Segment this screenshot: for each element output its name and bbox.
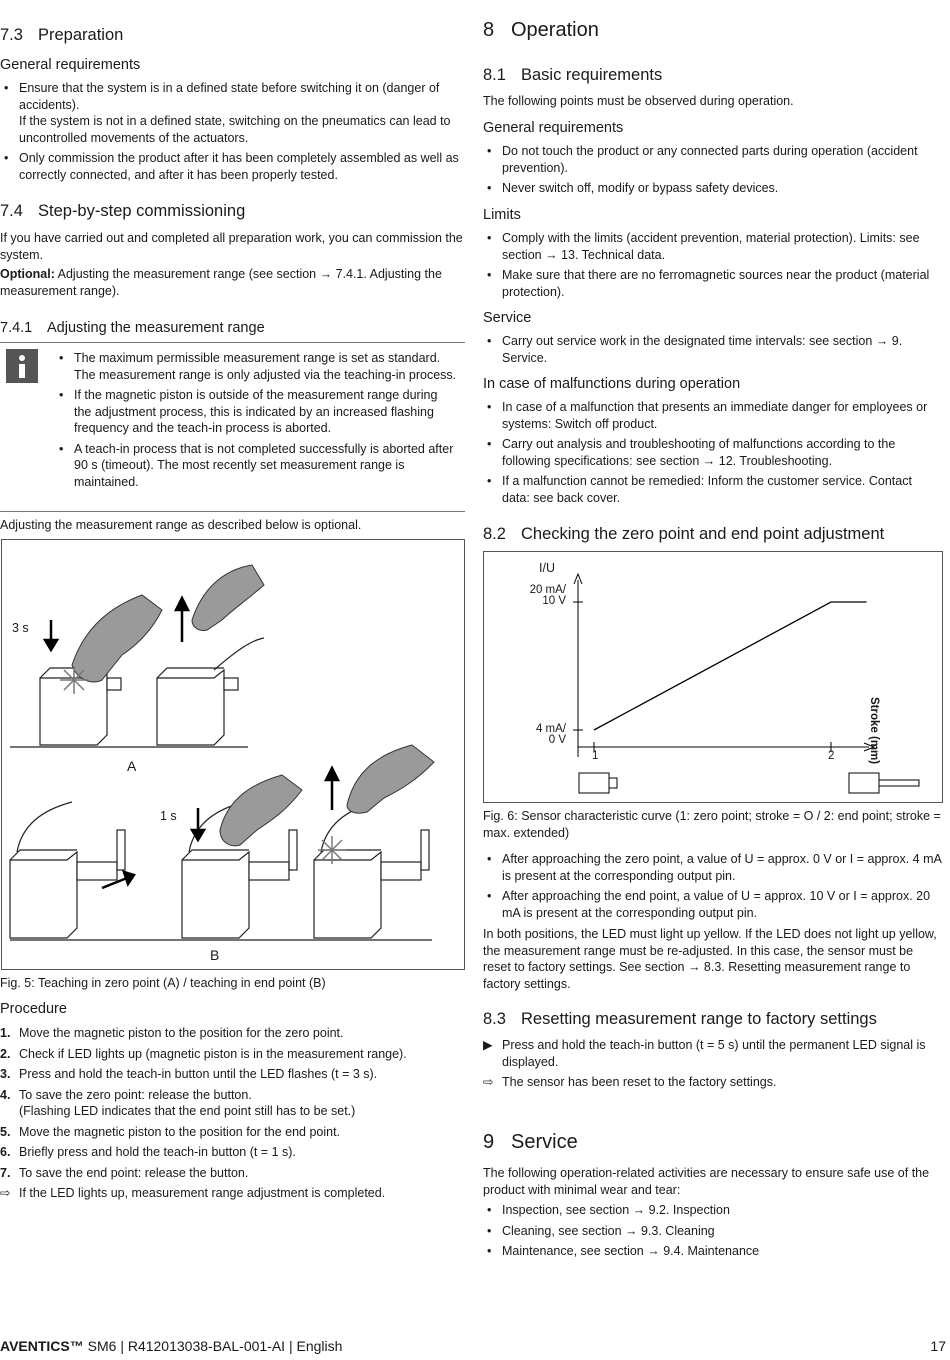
- commissioning-text: If you have carried out and completed all preparation work, you can commission the system.: [0, 231, 463, 262]
- chart-y-label: I/U: [539, 561, 555, 575]
- figure-6-chart: [483, 551, 943, 803]
- general-requirements-heading: General requirements: [483, 120, 624, 136]
- result-arrow-icon: ⇨: [0, 1186, 11, 1200]
- list-item: • A teach-in process that is not completed successfully is aborted after 90 s (timeout). The most recently set measurement range is maintained.: [55, 441, 457, 491]
- divider: [0, 342, 465, 343]
- optional-paragraph: Optional: Adjusting the measurement range (see section → 7.4.1. Adjusting the measurement range).: [0, 267, 442, 298]
- list-item: • After approaching the zero point, a value of U = approx. 0 V or I = approx. 4 mA is present at the corresponding output pin.: [483, 851, 943, 884]
- list-item: • If a malfunction cannot be remedied: Inform the customer service. Contact data: see back cover.: [483, 473, 943, 506]
- list-item: • Maintenance, see section → 9.4. Maintenance: [483, 1243, 943, 1260]
- result-arrow-icon: ⇨: [483, 1075, 494, 1089]
- section-9-heading: 9 Service: [483, 1131, 578, 1153]
- list-item: • After approaching the end point, a value of U = approx. 10 V or I = approx. 20 mA is present at the corresponding output pin.: [483, 888, 943, 921]
- action-triangle-icon: ▶: [483, 1038, 493, 1052]
- list-item: • In case of a malfunction that presents an immediate danger for employees or systems: Switch off product.: [483, 399, 943, 432]
- info-notes: [55, 350, 457, 494]
- list-item: • Cleaning, see section → 9.3. Cleaning: [483, 1223, 943, 1240]
- reset-action: ▶ Press and hold the teach-in button (t = 5 s) until the permanent LED signal is displayed.: [483, 1038, 926, 1069]
- section-8-3-heading: 8.3 Resetting measurement range to factory settings: [483, 1010, 877, 1028]
- list-item: • Ensure that the system is in a defined state before switching it on (danger of accidents). If the system is not in a defined state, switching on the pneumatics can lead to uncontrolled movements of the actuators.: [0, 80, 465, 146]
- preparation-bullets: [0, 80, 465, 187]
- document-id: SM6 | R412013038-BAL-001-AI | English: [83, 1338, 343, 1354]
- section-8-heading: 8 Operation: [483, 19, 599, 41]
- adjustment-bullets: [483, 851, 943, 925]
- sensor-symbols: [579, 773, 919, 793]
- characteristic-line: [594, 602, 867, 730]
- chart-y-tick-top: 20 mA/ 10 V: [529, 584, 566, 607]
- list-item: • Make sure that there are no ferromagnetic sources near the product (material protection).: [483, 267, 943, 300]
- list-item: • Comply with the limits (accident prevention, material protection). Limits: see section → 13. Technical data.: [483, 230, 943, 263]
- label-a: A: [127, 758, 137, 774]
- figure-6-caption: Fig. 6: Sensor characteristic curve (1: zero point; stroke = O / 2: end point; stroke = max. extended): [483, 809, 941, 840]
- led-check-text: In both positions, the LED must light up yellow. If the LED does not light up yellow, the measurement range must be re-adjusted. In this case, the sensor must be reset to factory settings. See section → 8.3. Resetting measurement range to factory settings.: [483, 927, 937, 991]
- limits-heading: Limits: [483, 207, 521, 223]
- service-intro: The following operation-related activities are necessary to ensure safe use of the product with minimal wear and tear:: [483, 1166, 930, 1197]
- teach-in-illustration: [2, 540, 464, 969]
- procedure-step: 2. Check if LED lights up (magnetic piston is in the measurement range).: [0, 1046, 407, 1061]
- optional-note: Adjusting the measurement range as described below is optional.: [0, 518, 362, 532]
- list-item: • Carry out analysis and troubleshooting of malfunctions according to the following specifications: see section → 12. Troubleshooting.: [483, 436, 943, 469]
- list-item: • Do not touch the product or any connected parts during operation (accident prevention).: [483, 143, 943, 176]
- chart-x-tick-1: 1: [592, 750, 599, 762]
- basic-requirements-text: The following points must be observed during operation.: [483, 94, 794, 108]
- list-item: • Carry out service work in the designated time intervals: see section → 9. Service.: [483, 333, 943, 366]
- chart-x-tick-2: 2: [828, 750, 835, 762]
- info-icon: [6, 349, 38, 383]
- label-1s: 1 s: [160, 809, 177, 823]
- procedure-step: 5. Move the magnetic piston to the position for the end point.: [0, 1124, 341, 1139]
- malfunction-bullets: [483, 399, 943, 510]
- section-7-3-heading: 7.3 Preparation: [0, 26, 124, 44]
- section-7-4-1-heading: 7.4.1 Adjusting the measurement range: [0, 320, 265, 336]
- info-icon-glyph: [6, 349, 38, 383]
- general-requirements-heading: General requirements: [0, 57, 141, 73]
- label-b: B: [210, 947, 220, 963]
- procedure-steps: [0, 1025, 465, 1202]
- service-heading: Service: [483, 310, 532, 326]
- divider: [0, 511, 465, 512]
- list-item: • Inspection, see section → 9.2. Inspection: [483, 1202, 943, 1219]
- label-3s: 3 s: [12, 621, 29, 635]
- figure-5-caption: Fig. 5: Teaching in zero point (A) / teaching in end point (B): [0, 976, 326, 990]
- list-item: • Never switch off, modify or bypass safety devices.: [483, 180, 943, 197]
- procedure-result: ⇨ If the LED lights up, measurement range adjustment is completed.: [0, 1186, 386, 1200]
- brand-name: AVENTICS™: [0, 1338, 84, 1354]
- limits-bullets: [483, 230, 943, 304]
- page-footer: [0, 1338, 950, 1355]
- chart-x-label: Stroke (mm): [868, 697, 880, 765]
- procedure-step: 1. Move the magnetic piston to the position for the zero point.: [0, 1026, 344, 1040]
- figure-5: [1, 539, 465, 970]
- list-item: • If the magnetic piston is outside of the measurement range during the adjustment process, this is indicated by an increased flashing frequency and the teach-in process is aborted.: [55, 387, 457, 437]
- malfunction-heading: In case of malfunctions during operation: [483, 376, 741, 392]
- general-bullets: [483, 143, 943, 201]
- reset-result: ⇨ The sensor has been reset to the factory settings.: [483, 1075, 777, 1089]
- service-activities: [483, 1202, 943, 1264]
- procedure-step: 7. To save the end point: release the button.: [0, 1165, 249, 1180]
- section-7-4-heading: 7.4 Step-by-step commissioning: [0, 202, 246, 220]
- procedure-heading: Procedure: [0, 1001, 67, 1017]
- procedure-step: 3. Press and hold the teach-in button until the LED flashes (t = 3 s).: [0, 1067, 378, 1081]
- list-item: • The maximum permissible measurement range is set as standard. The measurement range is only adjusted via the teaching-in process.: [55, 350, 457, 383]
- section-8-1-heading: 8.1 Basic requirements: [483, 66, 663, 84]
- service-bullets: [483, 333, 943, 370]
- list-item: • Only commission the product after it has been completely assembled as well as correctly connected, and after it has been properly tested.: [0, 150, 465, 183]
- procedure-step: 4. To save the zero point: release the button. (Flashing LED indicates that the end point still has to be set.): [0, 1087, 356, 1118]
- procedure-step: 6. Briefly press and hold the teach-in button (t = 1 s).: [0, 1145, 296, 1159]
- section-8-2-heading: 8.2 Checking the zero point and end point adjustment: [483, 525, 885, 543]
- page-number: 17: [930, 1338, 946, 1354]
- chart-y-tick-bottom: 4 mA/ 0 V: [535, 723, 566, 746]
